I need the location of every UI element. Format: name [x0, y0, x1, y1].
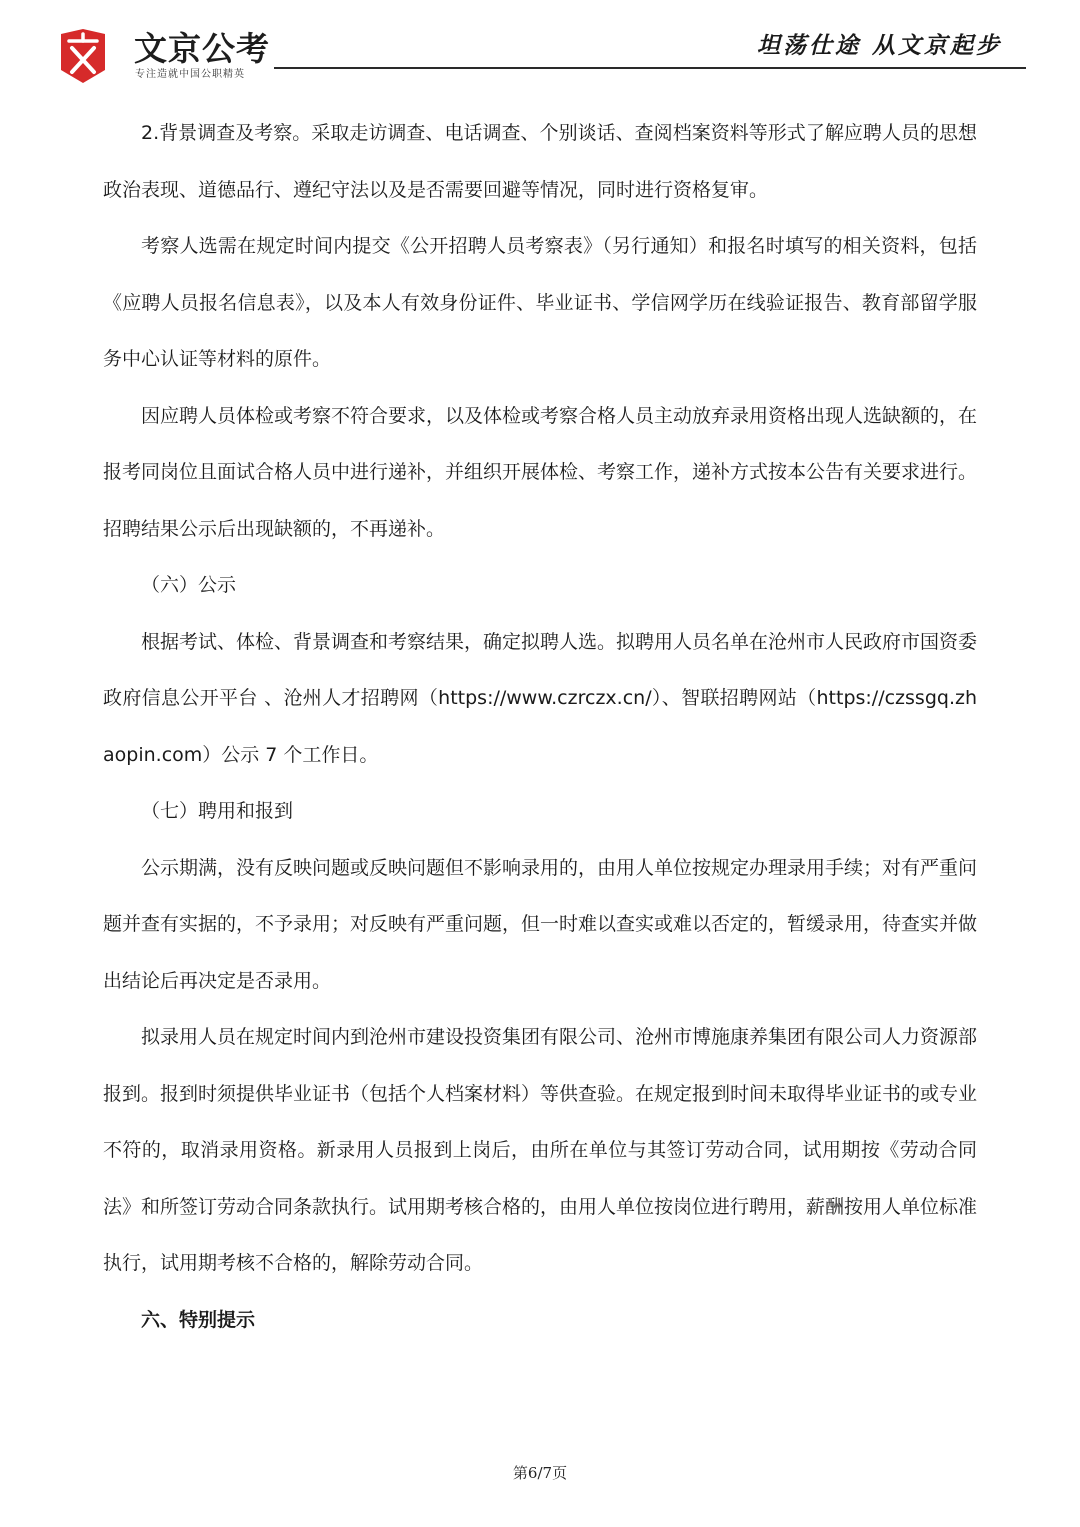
paragraph-vacancy-replacement: 因应聘人员体检或考察不符合要求，以及体检或考察合格人员主动放弃录用资格出现人选缺额的，在报考同岗位且面试合格人员中进行递补，并组织开展体检、考察工作，递补方式按本公告有关要求进行。招聘结果公示后出现缺额的，不再递补。	[103, 404, 978, 540]
document-body	[103, 105, 977, 1348]
section-heading-publicity: （六）公示	[141, 574, 237, 596]
wenjing-logo-icon	[57, 28, 109, 84]
page-header	[0, 0, 1080, 90]
paragraph-inspection-materials: 考察人选需在规定时间内提交《公开招聘人员考察表》（另行通知）和报名时填写的相关资料，包括《应聘人员报名信息表》，以及本人有效身份证件、毕业证书、学信网学历在线验证报告、教育部留学服务中心认证等材料的原件。	[103, 235, 977, 370]
brand-name: 文京公考	[134, 29, 270, 68]
page-number: 第6/7页	[512, 1464, 568, 1482]
paragraph-reporting: 拟录用人员在规定时间内到沧州市建设投资集团有限公司、沧州市博施康养集团有限公司人力资源部报到。报到时须提供毕业证书（包括个人档案材料）等供查验。在规定报到时间未取得毕业证书的或专业不符的，取消录用资格。新录用人员报到上岗后，由所在单位与其签订劳动合同，试用期按《劳动合同法》和所签订劳动合同条款执行。试用期考核合格的，由用人单位按岗位进行聘用，薪酬按用人单位标准执行，试用期考核不合格的，解除劳动合同。	[103, 1026, 978, 1274]
paragraph-employment-procedure: 公示期满，没有反映问题或反映问题但不影响录用的，由用人单位按规定办理录用手续；对有严重问题并查有实据的，不予录用；对反映有严重问题，但一时难以查实或难以否定的，暂缓录用，待查实并做出结论后再决定是否录用。	[103, 856, 978, 992]
section-heading-employment: （七）聘用和报到	[141, 800, 294, 822]
section-heading-special-notice: 六、特别提示	[141, 1308, 256, 1331]
brand-tagline: 专注造就中国公职精英	[135, 69, 245, 80]
header-slogan: 坦荡仕途 从文京起步	[756, 33, 1002, 59]
paragraph-publicity: 根据考试、体检、背景调查和考察结果，确定拟聘人选。拟聘用人员名单在沧州市人民政府市国资委政府信息公开平台 、沧州人才招聘网（https://www.czrczx.cn/）、智联招聘网站（https://czssgq.zhaopin.com）公示 7 个工作日。	[103, 630, 978, 766]
header-divider	[274, 67, 1026, 69]
paragraph-background-check: 2.背景调查及考察。采取走访调查、电话调查、个别谈话、查阅档案资料等形式了解应聘人员的思想政治表现、道德品行、遵纪守法以及是否需要回避等情况，同时进行资格复审。	[103, 122, 977, 201]
